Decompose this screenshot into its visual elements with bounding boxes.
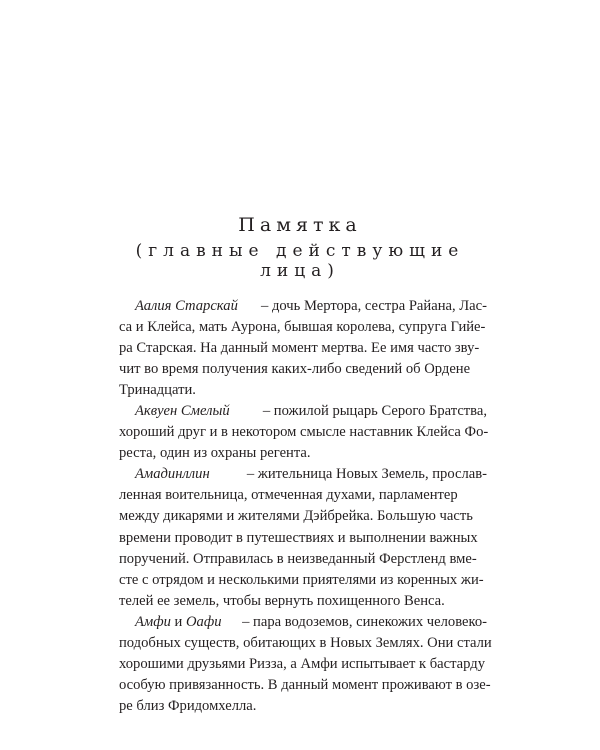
- character-name: Аквуен Смелый: [135, 403, 230, 420]
- entry-amadinllin-line: [119, 570, 487, 591]
- entry-aaliya-line: [119, 317, 487, 338]
- character-name: Аалия Старскай: [135, 298, 238, 314]
- character-name: Оафи: [186, 613, 222, 630]
- entry-amadinllin-line: [119, 506, 487, 527]
- entry-text: – пара водоземов, синекожих человеко-: [242, 613, 487, 630]
- character-name: Амадинллин: [135, 466, 210, 483]
- entry-aaliya-line: [119, 338, 487, 359]
- entry-text: ре близ Фридомхелла.: [119, 697, 257, 714]
- entry-amadinllin-line: [119, 485, 487, 506]
- character-names: [135, 612, 222, 633]
- entry-amfi-oafi-line: [119, 675, 491, 696]
- entry-amadinllin-line: [119, 464, 487, 485]
- entry-amfi-oafi-line: [119, 696, 487, 717]
- character-name: Амфи: [135, 613, 171, 630]
- entry-text: хорошими друзьями Ризза, а Амфи испытывает к бастарду: [119, 655, 485, 672]
- entry-text: – пожилой рыцарь Серого Братства,: [262, 403, 487, 420]
- page-title: Памятка: [238, 214, 362, 236]
- entry-amfi-oafi-line: [119, 654, 487, 675]
- entry-amfi-oafi-line: [119, 612, 487, 633]
- entry-akvuen-line: [119, 443, 487, 464]
- entry-text: подобных существ, обитающих в Новых Землях. Они стали: [119, 634, 492, 651]
- entry-text: реста, один из охраны регента.: [119, 445, 311, 462]
- entry-amfi-oafi-line: [119, 633, 492, 654]
- entry-aaliya-line: [119, 296, 487, 317]
- entry-amadinllin-line: [119, 591, 487, 612]
- entry-text: са и Клейса, мать Аурона, бывшая королева, супруга Гийе-: [119, 319, 486, 336]
- page-subtitle: (главные действующие: [135, 241, 465, 261]
- entry-text: поручений. Отправилась в неизведанный Ферстленд вме-: [119, 550, 477, 567]
- entry-amadinllin-line: [119, 528, 487, 549]
- entry-text: Тринадцати.: [119, 382, 196, 399]
- entry-text: времени проводит в путешествиях и выполнении важных: [119, 529, 478, 546]
- name-joiner: и: [174, 613, 183, 630]
- entry-text: – жительница Новых Земель, прослав-: [246, 466, 487, 483]
- entry-akvuen-line: [119, 401, 487, 422]
- entry-aaliya-line: [119, 359, 487, 380]
- entry-akvuen-line: [119, 422, 487, 443]
- entry-aaliya-line: [119, 380, 487, 401]
- entry-text: ленная воительница, отмеченная духами, парламентер: [119, 487, 458, 504]
- entry-text: ра Старская. На данный момент мертва. Ее имя часто зву-: [119, 340, 480, 357]
- entry-text: особую привязанность. В данный момент проживают в озе-: [119, 676, 491, 693]
- entry-text: сте с отрядом и несколькими приятелями из коренных жи-: [119, 571, 484, 588]
- entry-text: – дочь Мертора, сестра Райана, Лас-: [261, 298, 487, 314]
- entry-text: между дикарями и жителями Дэйбрейка. Большую часть: [119, 508, 473, 525]
- character-list: [119, 296, 492, 717]
- page-subtitle-cont: лица): [260, 261, 340, 281]
- entry-text: хороший друг и в некотором смысле наставник Клейса Фо-: [119, 424, 489, 441]
- entry-amadinllin-line: [119, 549, 487, 570]
- entry-text: телей ее земель, чтобы вернуть похищенного Венса.: [119, 592, 445, 609]
- entry-text: чит во время получения каких-либо сведений об Ордене: [119, 361, 471, 378]
